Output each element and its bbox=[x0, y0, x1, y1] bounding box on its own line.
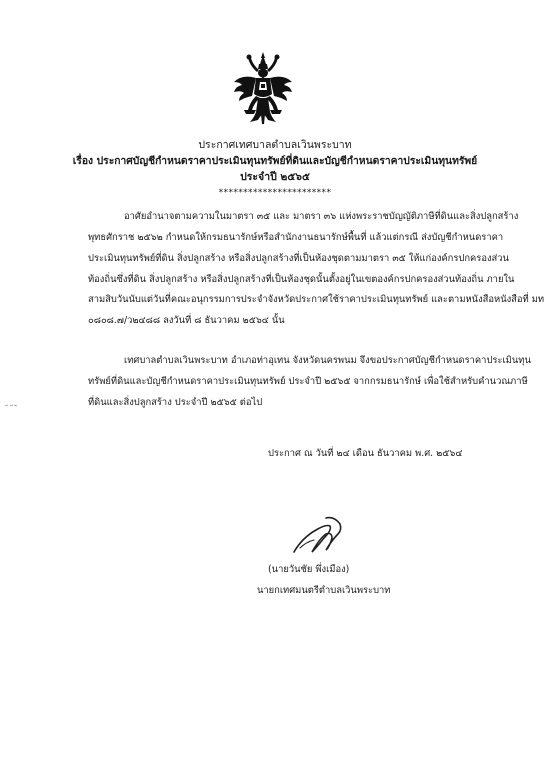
header-subject: เรื่อง ประกาศบัญชีกำหนดราคาประเมินทุนทรัพย์ที่ดินและบัญชีกำหนดราคาประเมินทุนทรัพย์ bbox=[72, 155, 478, 167]
signature-icon bbox=[286, 508, 346, 560]
para2-line: เทศบาลตำบลเวินพระบาท อำเภอท่าอุเทน จังหวัดนครพนม จึงขอประกาศบัญชีกำหนดราคาประเมินทุน bbox=[124, 355, 531, 366]
signer-title: นายกเทศมนตรีตำบลเวินพระบาท bbox=[257, 585, 391, 596]
header-year: ประจำปี ๒๕๖๕ bbox=[240, 171, 310, 183]
para1-line: ๐๘๐๘.๗/ว๒๔๘๘ ลงวันที่ ๘ ธันวาคม ๒๕๖๔ นั้น bbox=[88, 315, 285, 326]
signer-name: (นายวันชัย พึ่งเมือง) bbox=[268, 564, 350, 575]
para1-line: อาศัยอำนาจตามความในมาตรา ๓๕ และ มาตรา ๓๖ แห่งพระราชบัญญัติภาษีที่ดินและสิ่งปลูกสร้าง bbox=[124, 211, 519, 222]
header-title: ประกาศเทศบาลตำบลเวินพระบาท bbox=[198, 139, 352, 151]
garuda-emblem-icon bbox=[232, 52, 294, 124]
announce-date: ประกาศ ณ วันที่ ๒๔ เดือน ธันวาคม พ.ศ. ๒๕๖๔ bbox=[268, 448, 463, 459]
header-divider: *********************** bbox=[218, 188, 332, 198]
scan-speck bbox=[4, 402, 18, 408]
para1-line: พุทธศักราช ๒๕๖๒ กำหนดให้กรมธนารักษ์หรือสำนักงานธนารักษ์พื้นที่ แล้วแต่กรณี ส่งบัญชีกำหนดราคา bbox=[88, 232, 504, 243]
para1-line: ท้องถิ่นซึ่งที่ดิน สิ่งปลูกสร้าง หรือสิ่งปลูกสร้างที่เป็นห้องชุดนั้นตั้งอยู่ในเขตองค์กรปกครองส่วนท้องถิ่น ภายใน bbox=[88, 274, 515, 285]
para2-line: ที่ดินและสิ่งปลูกสร้าง ประจำปี ๒๕๖๕ ต่อไป bbox=[88, 397, 263, 408]
para2-line: ทรัพย์ที่ดินและบัญชีกำหนดราคาประเมินทุนทรัพย์ ประจำปี ๒๕๖๕ จากกรมธนารักษ์ เพื่อใช้สำหรับคำนวณภาษี bbox=[88, 376, 528, 387]
para1-line: สามสิบวันนับแต่วันที่คณะอนุกรรมการประจำจังหวัดประกาศใช้ราคาประเมินทุนทรัพย์ และตามหนังสือหนังสือที่ มท bbox=[88, 294, 545, 305]
para1-line: ประเมินทุนทรัพย์ที่ดิน สิ่งปลูกสร้าง หรือสิ่งปลูกสร้างที่เป็นห้องชุดตามมาตรา ๓๕ ให้แก่องค์กรปกครองส่วน bbox=[88, 253, 509, 264]
